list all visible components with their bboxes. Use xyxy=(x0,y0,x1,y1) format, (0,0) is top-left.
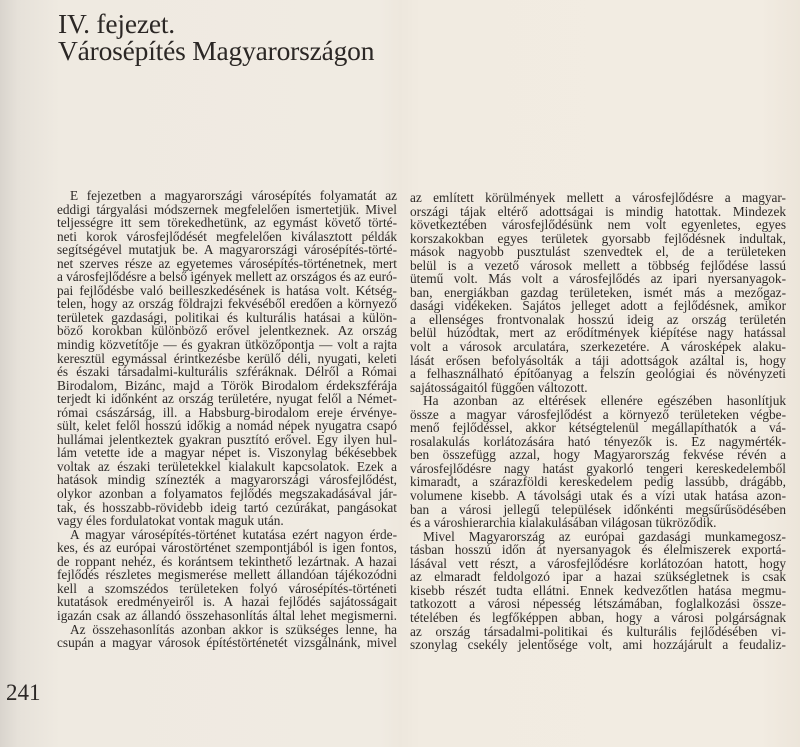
text-line: szonylag csekély jelentősége volt, ami hozzájárult a feudaliz- xyxy=(410,637,786,653)
text-line: ütemű volt. Más volt a városfejlődés az ipari nyersanyagok- xyxy=(410,271,786,287)
text-line: voltak az északi területekkel kialakult kapcsolatok. Ezek a xyxy=(57,458,397,474)
text-line: vagy éles fordulatokat vontak maguk után. xyxy=(57,513,284,529)
text-line: tételében és legfőképpen abban, hogy a városi polgárságnak xyxy=(410,609,786,625)
text-line: mindig közvetítője — és gyakran ütközőpontja — volt a rajta xyxy=(57,337,397,353)
text-line: kell a szomszédos területeken folyó városépítés-történeti xyxy=(57,580,397,596)
text-line: a városfejlődésre a belső igények mellett az országos és az euró- xyxy=(57,269,397,285)
text-line: városfejlődésre nagy hatást gyakorló tengeri kereskedelemből xyxy=(410,460,786,476)
left-text-column xyxy=(57,189,397,650)
text-line: igazán csak az állandó összehasonlítás által lehet megismerni. xyxy=(57,607,397,623)
text-line: volt a városok arculatára, szerkezetére. A városképek alaku- xyxy=(410,339,786,355)
text-line: az ország társadalmi-politikai és kulturális fejlődésében vi- xyxy=(410,623,786,639)
text-line: és északi társadalmi-kulturális szféráknak. Délről a Római xyxy=(57,364,397,380)
text-line: fejlődés részletes megismerése mellett állandóan tájékozódni xyxy=(57,567,397,583)
text-line: pai fejlődésbe való beilleszkedésének is hatása volt. Kétség- xyxy=(57,282,397,298)
text-line: tásban hosszú időn át nyersanyagok és élelmiszerek exportá- xyxy=(410,542,786,558)
text-line: a felhasználható építőanyag a felszín geológiai és növényzeti xyxy=(410,366,786,382)
text-line: Ha azonban az eltérések ellenére egészében hasonlítjuk xyxy=(423,393,786,409)
text-line: kisebb részét tudta ellátni. Ennek kedvezőtlen hatása megmu- xyxy=(410,582,786,598)
text-line: net szerves része az egyetemes városépítés-történetnek, mert xyxy=(57,255,397,271)
text-line: de roppant nehéz, és korántsem tekinthető lezártnak. A hazai xyxy=(57,553,397,569)
text-line: lásával vett részt, a városfejlődésre korlátozóan hatott, hogy xyxy=(410,555,786,571)
text-line: lását erősen befolyásolták a táji adottságok azáltal is, hogy xyxy=(410,352,786,368)
text-line: ban, energiákban gazdag területeken, ismét más a mezőgaz- xyxy=(410,284,786,300)
text-line: olykor azonban a folyamatos fejlődés megszakadásával jár- xyxy=(57,486,397,502)
text-line: menő fejlődéssel, akkor kétségtelenül megállapíthatók a vá- xyxy=(410,420,786,436)
text-line: kes, és az európai várostörténet szempontjából is igen fontos, xyxy=(57,540,397,556)
text-line: hullámai jelentkeztek gyakran pusztító erővel. Egy ilyen hul- xyxy=(57,431,397,447)
right-text-column xyxy=(410,191,786,652)
text-line: következtében városfejlődésünk nem volt egyenletes, egyes xyxy=(410,217,786,233)
text-line: tatkozott a városi népesség létszámában, foglalkozási össze- xyxy=(410,596,786,612)
text-line: Az összehasonlítás azonban akkor is szükséges lenne, ha xyxy=(70,621,397,637)
text-line: területek gazdasági, politikai és kulturális hatásai a külön- xyxy=(57,309,397,325)
text-line: belül húzódtak, mert az erődítmények kiépítése nagy hatással xyxy=(410,325,786,341)
text-line: és a városhierarchia kialakulásában világosan tükröződik. xyxy=(410,515,717,531)
text-line: sajátosságaitól függően változott. xyxy=(410,379,588,395)
text-line: Birodalom, Bizánc, majd a Török Birodalom érdekszférája xyxy=(57,377,397,393)
text-line: dasági vidékeken. Sajátos jelleget adott a fejlődésnek, amikor xyxy=(410,298,786,314)
text-line: Mivel Magyarország az európai gazdasági munkamegosz- xyxy=(423,528,786,544)
text-line: lám vetette ide a magyar népet is. Viszonylag békésebbek xyxy=(57,445,397,461)
text-line: rosalakulás korlátozására ható tényezők is. Ez nagymérték- xyxy=(410,433,786,449)
text-line: keresztül egymással érintkezésbe kerülő déli, nyugati, keleti xyxy=(57,350,397,366)
text-line: ben összefügg azzal, hogy Magyarország fekvése révén a xyxy=(410,447,786,463)
text-line: az említett körülmények mellett a városfejlődésre a magyar- xyxy=(410,190,786,205)
text-line: csupán a magyar városok építéstörténetét vizsgálnánk, mivel xyxy=(57,635,397,651)
text-line: hatások mindig színezték a magyarországi városfejlődést, xyxy=(57,472,397,488)
text-line: ban a városi jellegű települések időnkénti megsűrűsödésében xyxy=(410,501,786,517)
text-line: össze a magyar városfejlődést a környező területeken végbe- xyxy=(410,406,786,422)
text-line: volumene kisebb. A távolsági utak és a vízi utak hatása azon- xyxy=(410,488,786,504)
chapter-title: Városépítés Magyarországon xyxy=(58,35,375,66)
text-line: kutatások eredményeiről is. A hazai fejlődés sajátosságait xyxy=(57,594,397,610)
text-line: az elmaradt feldolgozó ipar a hazai szükségletnek is csak xyxy=(410,569,786,585)
page-number: 241 xyxy=(6,680,41,705)
text-line: neti korok városfejlődését megfelelően kiválasztott példák xyxy=(57,228,397,244)
chapter-heading xyxy=(58,10,374,64)
text-line: terjedt ki időnként az ország területére, nyugat felől a Német- xyxy=(57,391,397,407)
text-line: mások nagyobb pusztulást szenvedtek el, de a területeken xyxy=(410,244,786,260)
text-line: korszakokban egyes területek gyorsabb fejlődésnek indultak, xyxy=(410,230,786,246)
text-line: böző korokban különböző erővel jelentkeznek. Az ország xyxy=(57,323,397,339)
text-line: telen, hogy az ország földrajzi fekvéséből eredően a környező xyxy=(57,296,397,312)
text-line: római császárság, ill. a Habsburg-birodalom ereje érvénye- xyxy=(57,404,397,420)
chapter-number: IV. fejezet. xyxy=(58,8,175,39)
text-line: belül is a vezető városok mellett a többség fejlődése lassú xyxy=(410,257,786,273)
text-line: tak, és hosszabb-rövidebb ideig tartó cezúrákat, pangásokat xyxy=(57,499,397,515)
text-line: A magyar városépítés-történet kutatása ezért nagyon érde- xyxy=(70,526,397,542)
text-line: a ellenséges frontvonalak hosszú ideig az ország területén xyxy=(410,311,786,327)
text-line: országi tájak eltérő adottságai is mindig hatottak. Mindezek xyxy=(410,203,786,219)
text-line: eddigi tárgyalási módszernek megfelelően ismertetjük. Mivel xyxy=(57,201,397,217)
text-line: sült, kelet felől hosszú időkig a nomád népek nyugatra csapó xyxy=(57,418,397,434)
text-line: teljességre itt sem törekedhetünk, az egymást követő törté- xyxy=(57,215,397,231)
text-line: kimaradt, a szárazföldi kereskedelem pedig lassúbb, drágább, xyxy=(410,474,786,490)
text-line: segítségével mutatjuk be. A magyarországi városépítés-törté- xyxy=(57,242,397,258)
text-line: E fejezetben a magyarországi városépítés folyamatát az xyxy=(70,188,397,203)
